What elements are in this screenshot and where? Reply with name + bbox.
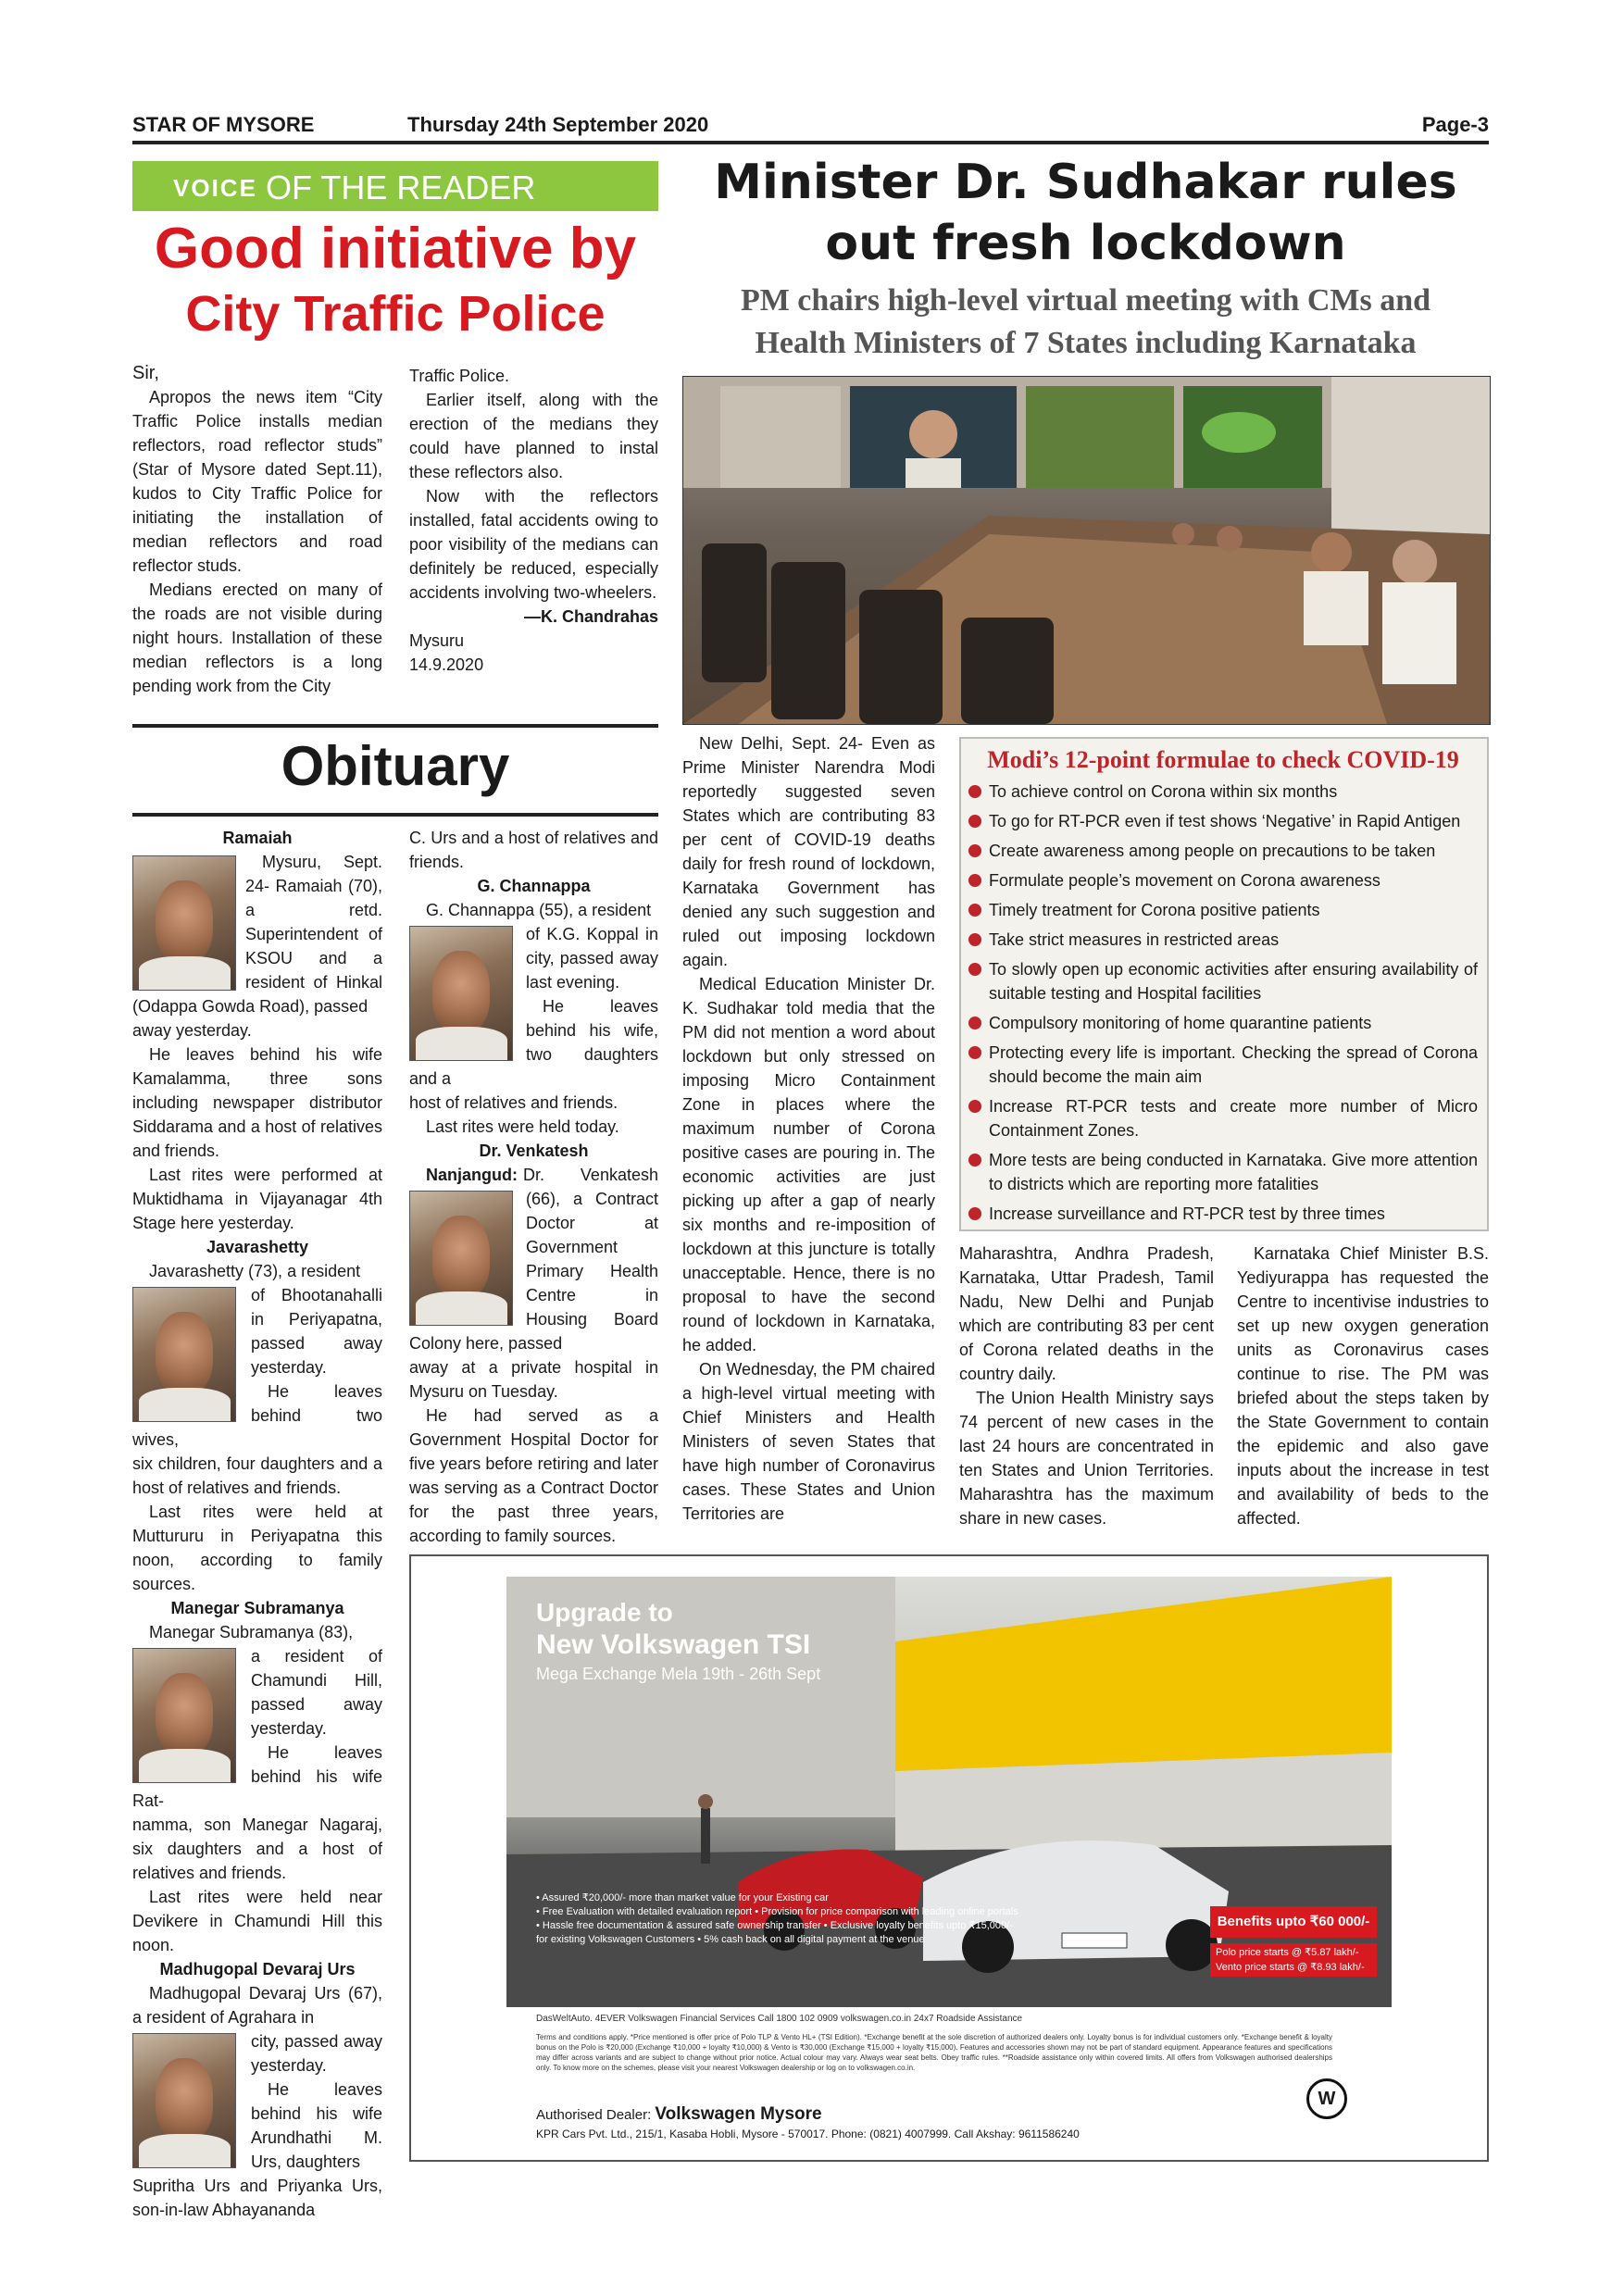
obit-text: Dr. Venkatesh (66), a Contract Doctor at Government Primary Health Centre in Housing Board Colony here, passed: [409, 1166, 658, 1353]
voice-headline-line2: City Traffic Police: [185, 286, 606, 342]
formula-item-text: Create awareness among people on precautions to be taken: [989, 842, 1436, 860]
obit-entry: [132, 850, 382, 1018]
lead-para: Maharashtra, Andhra Pradesh, Karnataka, Uttar Pradesh, Tamil Nadu, New Delhi and Punjab which are contributing 83 per cent of Corona related deaths in the country daily.: [959, 1244, 1214, 1383]
formula-item-text: To go for RT-PCR even if test shows ‘Negative’ in Rapid Antigen: [989, 812, 1461, 830]
bullet-icon: [968, 904, 981, 917]
formula-item: [968, 1041, 1478, 1089]
voice-para: Apropos the news item “City Traffic Police installs median reflectors, road reflector studs” (Star of Mysore dated Sept.11), kudos to City Traffic Police for initiating the installation of median reflectors and road reflector studs.: [132, 388, 382, 575]
formula-item-text: Compulsory monitoring of home quarantine patients: [989, 1014, 1372, 1032]
signature-place: Mysuru: [409, 631, 465, 650]
lead-headline: [682, 152, 1489, 274]
salutation: [132, 361, 382, 385]
masthead: [132, 111, 1489, 141]
ad-logo-strip: DasWeltAuto. 4EVER Volkswagen Financial Services Call 1800 102 0909 volkswagen.co.in 24x7 Roadside Assistance: [536, 2014, 1023, 2024]
obit-photo: [409, 926, 513, 1061]
bullet-icon: [968, 844, 981, 857]
voice-para: Traffic Police.: [409, 367, 510, 385]
bullet-icon: [968, 874, 981, 887]
obit-name: Javarashetty: [206, 1238, 309, 1256]
ad-scene: [506, 1577, 1392, 2007]
obit-text: of K.G. Koppal in city, passed away last evening.: [526, 925, 658, 992]
obit-entry: [409, 922, 658, 1091]
formula-item: [968, 1148, 1478, 1196]
voice-headline: [132, 215, 658, 344]
lead-subhead-line1: PM chairs high-level virtual meeting with CMs and: [740, 283, 1431, 318]
obit-text: away at a private hospital in Mysuru on Tuesday.: [409, 1358, 658, 1401]
formula-item: [968, 1202, 1478, 1226]
obit-text: Javarashetty (73), a resident: [149, 1262, 361, 1280]
obit-entry: [132, 1283, 382, 1452]
bullet-icon: [968, 933, 981, 946]
lead-headline-line1: Minister Dr. Sudhakar rules: [714, 155, 1457, 210]
ad-headline-1: Upgrade to: [536, 1598, 673, 1627]
obit-text: Madhugopal Devaraj Urs (67), a resident of Agrahara in: [132, 1984, 382, 2027]
ad-bullets: [536, 1891, 1110, 1947]
obit-text: away yesterday.: [132, 1021, 252, 1040]
salutation-text: Sir,: [132, 363, 159, 383]
obit-text: a resident of Chamundi Hill, passed away yesterday.: [251, 1647, 382, 1738]
ad-dealer-address: KPR Cars Pvt. Ltd., 215/1, Kasaba Hobli, Mysore - 570017. Phone: (0821) 4007999. Call Akshay: 9611586240: [536, 2128, 1080, 2140]
ad-headline-2: New Volkswagen TSI: [536, 1629, 811, 1660]
obit-col-1: [132, 826, 382, 2222]
obit-text: Supritha Urs and Priyanka Urs, son-in-law Abhayananda: [132, 2177, 382, 2219]
obit-text: namma, son Manegar Nagaraj, six daughters and a host of relatives and friends.: [132, 1816, 382, 1882]
ad-vento-price: Vento price starts @ ₹8.93 lakh/-: [1216, 1962, 1365, 1973]
formula-item: [968, 868, 1478, 892]
ad-polo-price: Polo price starts @ ₹5.87 lakh/-: [1216, 1947, 1359, 1958]
formula-item-text: Formulate people’s movement on Corona awareness: [989, 871, 1380, 890]
meeting-photo: [682, 376, 1491, 725]
ad-bullet: • Free Evaluation with detailed evaluation report • Provision for price comparison with leading online portals: [536, 1906, 1018, 1917]
obit-text: Last rites were performed at Muktidhama in Vijayanagar 4th Stage here yesterday.: [132, 1166, 382, 1232]
obit-text: Mysuru, Sept. 24- Ramaiah (70), a retd. Superintendent of KSOU and a resident of Hinkal (Odappa Gowda Road), passed: [132, 853, 382, 1016]
ad-terms: Terms and conditions apply. *Price mentioned is offer price of Polo TLP & Vento HL+ (TSI Edition). *Exchange benefit at the sole discretion of authorized dealers only. Loyalty bonus is for individual customers only. *Exchange benefit & loyalty bonus on the Polo is ₹20,000 (Exchange ₹10,000 + loyalty ₹10,000) & Vento is ₹30,000 (Exchange ₹15,000 + loyalty ₹15,000). Features and accessories shown may not be part of standard equipment. Appearance features and specifications may differ across variants and are subject to change without prior notice. Actual colour may vary. Always wear seat belts. Obey traffic rules. **Roadside assistance only within covered limits. All offers from Volkswagen authorised dealerships only. To know more on the schemes, please visit your nearest Volkswagen dealership or log on to volkswagen.co.in.: [536, 2033, 1332, 2072]
ad-dealer-name: Volkswagen Mysore: [655, 2104, 822, 2124]
obit-lead-text: Nanjangud:: [426, 1166, 518, 1184]
lead-para: New Delhi, Sept. 24- Even as Prime Minister Narendra Modi reportedly suggested seven States which are contributing 83 per cent of COVID-19 deaths daily for fresh round of lockdown, Karnataka Government has denied any such suggestion and ruled out imposing lockdown again.: [682, 734, 935, 969]
ad-headline: [536, 1597, 820, 1686]
formula-item: [968, 809, 1478, 833]
obit-text: He leaves behind two wives,: [132, 1382, 382, 1449]
bullet-icon: [968, 1207, 981, 1220]
formula-item: [968, 898, 1478, 922]
obit-entry: [409, 1163, 658, 1355]
ad-bullet: for existing Volkswagen Customers • 5% cash back on all digital payment at the venue: [536, 1934, 925, 1945]
voice-para: Now with the reflectors installed, fatal accidents owing to poor visibility of the medians can definitely be reduced, especially accidents involving two-wheelers.: [409, 487, 658, 602]
formula-item-text: To slowly open up economic activities after ensuring availability of suitable testing and Hospital facilities: [989, 960, 1478, 1003]
formula-item: [968, 957, 1478, 1005]
obit-text: He leaves behind his wife Kamalamma, three sons including newspaper distributor Siddarama and a host of relatives and friends.: [132, 1045, 382, 1160]
formula-box: [959, 737, 1489, 1231]
voice-tag: [132, 161, 658, 211]
obit-text: Last rites were held today.: [426, 1117, 619, 1136]
obit-text: six children, four daughters and a host of relatives and friends.: [132, 1454, 382, 1497]
signature: —K. Chandrahas: [523, 607, 658, 626]
obit-photo: [409, 1191, 513, 1326]
lead-para: The Union Health Ministry says 74 percent of new cases in the last 24 hours are concentrated in ten States and Union Territories. Maharashtra has the maximum share in new cases.: [959, 1389, 1214, 1528]
obit-text: Last rites were held at Muttururu in Periyapatna this noon, according to family sources.: [132, 1503, 382, 1593]
section-rule: [132, 724, 658, 728]
formula-title: Modi’s 12-point formulae to check COVID-19: [987, 746, 1459, 773]
formula-item-text: More tests are being conducted in Karnataka. Give more attention to districts which are reporting more fatalities: [989, 1151, 1478, 1193]
obit-text: Manegar Subramanya (83),: [149, 1623, 354, 1641]
ad-bullet: • Hassle free documentation & assured safe ownership transfer • Exclusive loyalty benefits upto ₹15,000/-: [536, 1920, 1013, 1931]
ad-benefits-badge: Benefits upto ₹60 000/-: [1210, 1906, 1377, 1938]
formula-list: [968, 780, 1478, 1226]
bullet-icon: [968, 963, 981, 976]
bullet-icon: [968, 1017, 981, 1029]
obit-col-2: [409, 826, 658, 1548]
lead-para: Karnataka Chief Minister B.S. Yediyurappa has requested the Centre to incentivise industries to set up new oxygen generation units as Coronavirus cases continue to rise. The PM was briefed about the steps taken by the State Government to contain the epidemic and also gave inputs about the increase in test and availability of beds to the affected.: [1237, 1244, 1489, 1528]
obit-entry: [132, 1644, 382, 1813]
obit-text: He leaves behind his wife Arundhathi M. Urs, daughters: [251, 2080, 382, 2171]
obit-photo: [132, 1287, 236, 1422]
obit-lead: [426, 1163, 518, 1187]
obit-name: Dr. Venkatesh: [479, 1142, 589, 1160]
formula-item-text: Increase surveillance and RT-PCR test by three times: [989, 1204, 1385, 1223]
obit-text: of Bhootanahalli in Periyapatna, passed away yesterday.: [251, 1286, 382, 1377]
bullet-icon: [968, 1100, 981, 1113]
obit-photo: [132, 2033, 236, 2168]
voice-para: Medians erected on many of the roads are not visible during night hours. Installation of these median reflectors is a long pending work from the City: [132, 580, 382, 695]
obit-name: Madhugopal Devaraj Urs: [159, 1960, 356, 1978]
formula-item-text: Take strict measures in restricted areas: [989, 930, 1280, 949]
bullet-icon: [968, 785, 981, 798]
meeting-photo-art: [683, 377, 1490, 724]
obit-photo: [132, 855, 236, 991]
signature-date: 14.9.2020: [409, 655, 484, 674]
voice-tag-voice: VOICE: [173, 174, 257, 202]
obituary-title: Obituary: [281, 735, 510, 797]
obit-name: Manegar Subramanya: [170, 1599, 344, 1617]
obit-text: Last rites were held near Devikere in Chamundi Hill this noon.: [132, 1888, 382, 1954]
lead-subhead-line2: Health Ministers of 7 States including Karnataka: [755, 326, 1417, 360]
obit-text: G. Channappa (55), a resident: [426, 901, 652, 919]
ad-headline-3: Mega Exchange Mela 19th - 26th Sept: [536, 1665, 821, 1683]
lead-col-2: [959, 1242, 1214, 1530]
obit-text: He had served as a Government Hospital Doctor for five years before retiring and later was serving as a Contract Doctor for the past three years, according to family sources.: [409, 1406, 658, 1545]
ad-frame: [409, 1554, 1489, 2162]
obit-text: C. Urs and a host of relatives and friends.: [409, 829, 658, 871]
obit-text: He leaves behind his wife Rat-: [132, 1743, 382, 1810]
obit-text: He leaves behind his wife, two daughters and a: [409, 997, 658, 1088]
obit-photo: [132, 1648, 236, 1783]
voice-col-1: [132, 361, 382, 698]
page-number: Page-3: [1421, 113, 1489, 136]
obit-text: city, passed away yesterday.: [251, 2032, 382, 2075]
obit-text: host of relatives and friends.: [409, 1093, 618, 1112]
formula-item-text: Timely treatment for Corona positive patients: [989, 901, 1320, 919]
bullet-icon: [968, 1046, 981, 1059]
ad-dealer-line: [536, 2104, 822, 2125]
bullet-icon: [968, 815, 981, 828]
formula-item: [968, 1011, 1478, 1035]
voice-headline-line1: Good initiative by: [154, 217, 637, 281]
formula-item-text: To achieve control on Corona within six months: [989, 782, 1338, 801]
formula-item-text: Increase RT-PCR tests and create more number of Micro Containment Zones.: [989, 1097, 1478, 1140]
obit-entry: [132, 2029, 382, 2174]
lead-col-3: [1237, 1242, 1489, 1530]
voice-col-2: [409, 364, 658, 677]
voice-tag-rest: OF THE READER: [266, 168, 536, 206]
formula-item: [968, 839, 1478, 863]
obit-name: Ramaiah: [222, 829, 293, 847]
ad-creative: [506, 1577, 1392, 2140]
issue-date: Thursday 24th September 2020: [407, 113, 709, 136]
masthead-rule: [132, 141, 1489, 144]
bullet-icon: [968, 1154, 981, 1167]
lead-subhead: [682, 280, 1489, 365]
formula-item: [968, 780, 1478, 804]
lead-col-1: [682, 731, 935, 1526]
lead-para: On Wednesday, the PM chaired a high-level virtual meeting with Chief Ministers and Health Ministers of seven States that have high number of Coronavirus cases. These States and Union Territories are: [682, 1360, 935, 1523]
formula-item: [968, 1094, 1478, 1142]
lead-headline-line2: out fresh lockdown: [825, 216, 1346, 271]
paper-name: STAR OF MYSORE: [132, 113, 315, 136]
obituary-rule: [132, 813, 658, 817]
vw-logo-icon: W: [1306, 2078, 1347, 2119]
lead-para: Medical Education Minister Dr. K. Sudhakar told media that the PM did not mention a word about lockdown but only stressed on imposing Micro Containment Zone in places where the maximum number of Corona positive cases are pouring in. The economic activities are just picking up after a gap of nearly six months and re-imposition of lockdown at this juncture is totally unacceptable. Hence, there is no proposal to have the second round of lockdown in Karnataka, he added.: [682, 975, 935, 1354]
ad-prices: [1210, 1943, 1377, 1977]
ad-dealer-label: Authorised Dealer:: [536, 2107, 652, 2123]
voice-para: Earlier itself, along with the erection of the medians they could have planned to instal these reflectors also.: [409, 391, 658, 481]
formula-item-text: Protecting every life is important. Checking the spread of Corona should become the main aim: [989, 1043, 1478, 1086]
ad-bullet: • Assured ₹20,000/- more than market value for your Existing car: [536, 1892, 829, 1903]
formula-item: [968, 928, 1478, 952]
obit-name: G. Channappa: [477, 877, 591, 895]
